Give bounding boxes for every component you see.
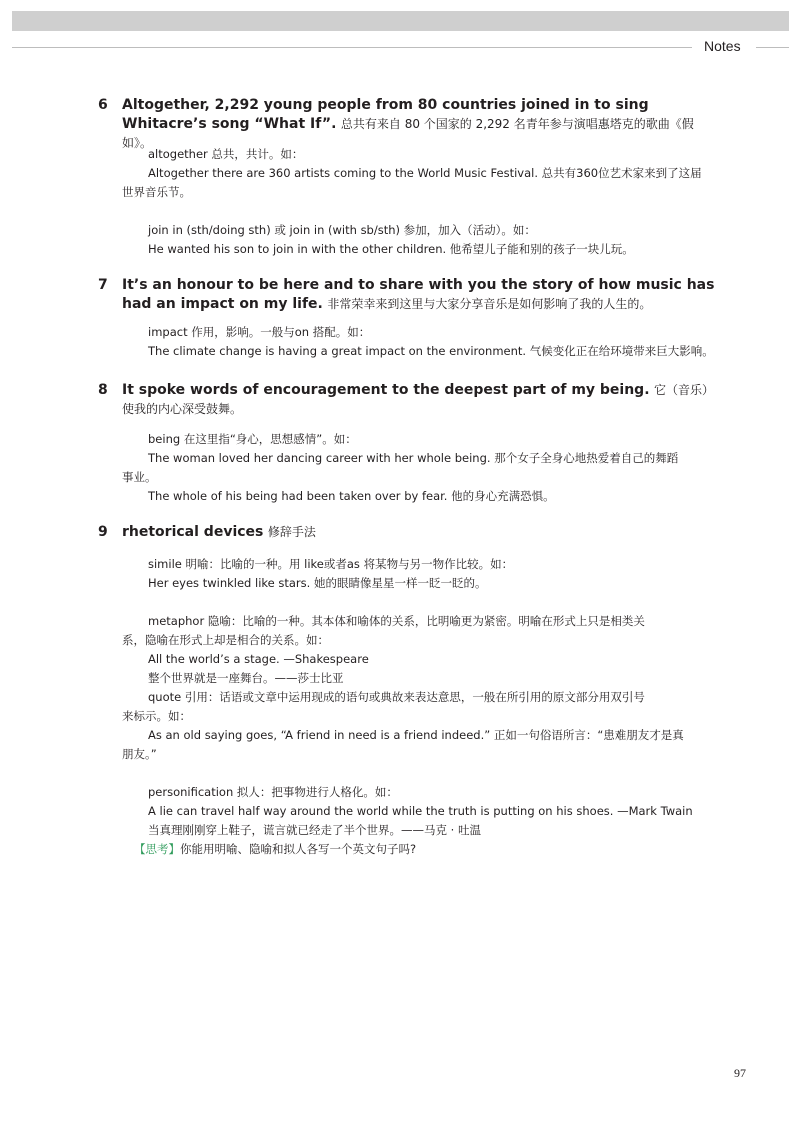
note-number: 7	[98, 277, 108, 293]
page-number: 97	[734, 1066, 746, 1080]
definition-line: being 在这里指“身心，思想感情”。如：	[148, 432, 357, 446]
example-line: Altogether there are 360 artists coming to the World Music Festival. 总共有360位艺术家来到了这届	[148, 166, 702, 180]
example-line-cont: 世界音乐节。	[122, 185, 191, 199]
example-line: The whole of his being had been taken over by fear. 他的身心充满恐惧。	[148, 489, 555, 503]
note-8-body	[122, 430, 714, 506]
note-heading-en: It spoke words of encouragement to the deepest part of my being.	[122, 382, 650, 398]
example-line-cont: 朋友。”	[122, 747, 157, 761]
note-number: 9	[98, 524, 108, 540]
definition-line: quote 引用：话语或文章中运用现成的语句或典故来表达意思，一般在所引用的原文部分用双引号	[148, 690, 645, 704]
note-number: 8	[98, 382, 108, 398]
definition-line: join in (sth/doing sth) 或 join in (with sb/sth) 参加，加入（活动）。如：	[148, 223, 536, 237]
note-6-body	[122, 145, 714, 259]
note-7-body	[122, 323, 714, 361]
definition-line: altogether 总共，共计。如：	[148, 147, 304, 161]
header-rule-right	[756, 47, 789, 48]
example-line: As an old saying goes, “A friend in need is a friend indeed.” 正如一句俗语所言：“患难朋友才是真	[148, 728, 684, 742]
note-9-body	[122, 555, 714, 859]
example-line: 整个世界就是一座舞台。——莎士比亚	[148, 671, 344, 685]
note-9	[98, 523, 718, 542]
note-heading-zh: 总共有来自 80 个国家的 2,292 名青年参与演唱惠塔克的歌曲《假如》。	[122, 117, 694, 150]
note-heading	[122, 523, 718, 542]
example-line: The woman loved her dancing career with her whole being. 那个女子全身心地热爱着自己的舞蹈	[148, 451, 679, 465]
definition-line: simile 明喻：比喻的一种。用 like或者as 将某物与另一物作比较。如：	[148, 557, 514, 571]
note-heading-zh: 非常荣幸来到这里与大家分享音乐是如何影响了我的人生的。	[327, 297, 652, 311]
think-label: 【思考】	[134, 842, 180, 856]
think-prompt	[122, 840, 714, 859]
note-heading-en: Altogether, 2,292 young people from 80 countries joined in to sing Whitacre’s song “What If”.	[122, 97, 649, 132]
note-heading-en: It’s an honour to be here and to share with you the story of how music has had an impact on my life.	[122, 277, 715, 312]
definition-line: metaphor 隐喻：比喻的一种。其本体和喻体的关系，比明喻更为紧密。明喻在形式上只是相类关	[148, 614, 645, 628]
note-heading	[122, 381, 718, 419]
definition-line-cont: 系，隐喻在形式上却是相合的关系。如：	[122, 633, 329, 647]
example-line: He wanted his son to join in with the other children. 他希望儿子能和别的孩子一块儿玩。	[148, 242, 634, 256]
note-heading-zh: 它（音乐）使我的内心深受鼓舞。	[122, 383, 714, 416]
note-heading-zh: 修辞手法	[267, 525, 316, 539]
note-heading	[122, 276, 718, 314]
note-7	[98, 276, 718, 314]
example-line: A lie can travel half way around the world while the truth is putting on his shoes. —Mark Twain	[148, 804, 693, 818]
example-line: All the world’s a stage. —Shakespeare	[148, 652, 369, 666]
section-title: Notes	[704, 38, 741, 54]
example-line: 当真理刚刚穿上鞋子，谎言就已经走了半个世界。——马克 · 吐温	[148, 823, 481, 837]
example-line: The climate change is having a great impact on the environment. 气候变化正在给环境带来巨大影响。	[148, 344, 714, 358]
definition-line-cont: 来标示。如：	[122, 709, 191, 723]
note-8	[98, 381, 718, 419]
top-gray-bar	[12, 11, 789, 31]
note-number: 6	[98, 97, 108, 113]
think-text: 你能用明喻、隐喻和拟人各写一个英文句子吗?	[180, 842, 417, 856]
header-rule-left	[12, 47, 692, 48]
example-line-cont: 事业。	[122, 470, 157, 484]
definition-line: personification 拟人：把事物进行人格化。如：	[148, 785, 398, 799]
note-heading-en: rhetorical devices	[122, 524, 264, 540]
definition-line: impact 作用，影响。一般与on 搭配。如：	[148, 325, 371, 339]
example-line: Her eyes twinkled like stars. 她的眼睛像星星一样一眨一眨的。	[148, 576, 487, 590]
